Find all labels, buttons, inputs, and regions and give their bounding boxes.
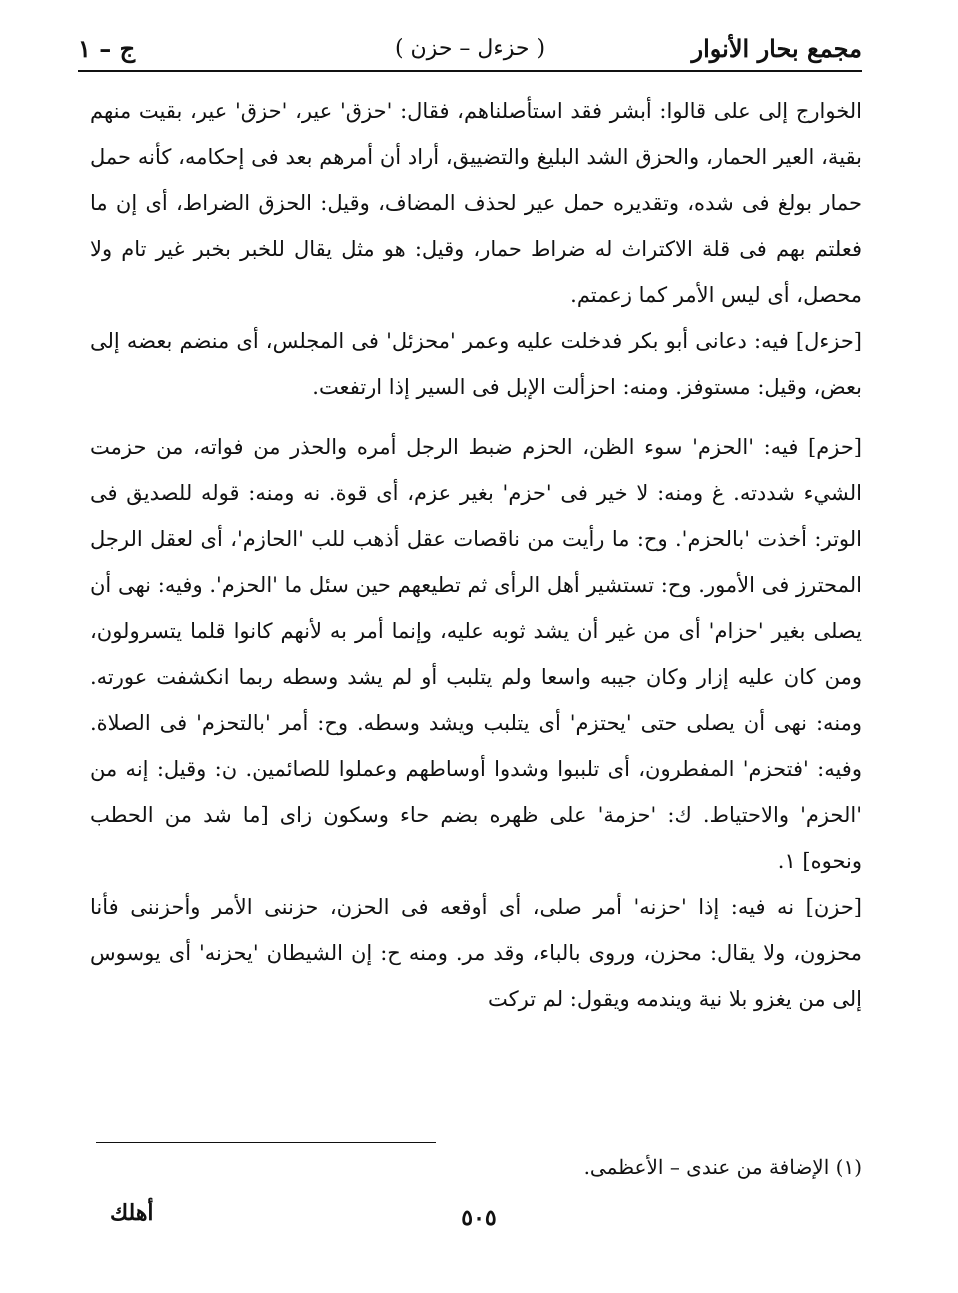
main-text [90, 88, 862, 1022]
catchword: أهلك [110, 1200, 154, 1226]
section-range: ( حزءل – حزن ) [394, 35, 546, 61]
paragraph-hazan: [حزن] نه فيه: إذا 'حزنه' أمر صلى، أى أوقعه فى الحزن، حزننى الأمر وأحزننى فأنا محزون، ولا يقال: محزن، وروى بالباء، وقد مر. ومنه ح: إن الشيطان 'يحزنه' أى يوسوس إلى من يغزو بلا نية ويندمه ويقول: لم تركت [90, 895, 862, 1011]
book-title: مجمع بحار الأنوار [691, 33, 862, 63]
page-number: ٥٠٥ [461, 1205, 497, 1231]
header-rule [78, 70, 862, 72]
footnote: (١) الإضافة من عندى – الأعظمى. [583, 1155, 862, 1179]
paragraph-khawarij: الخوارج إلى على قالوا: أبشر فقد استأصلناهم، فقال: 'حزق' عير، 'حزق' عير، بقيت منهم بقية، العير الحمار، والحزق الشد البليغ والتضييق، أراد أن أمرهم بعد فى إحكامه، كأنه حمل حمار بولغ فى شده، وتقديره حمل عير لحذف المضاف، وقيل: الحزق الضراط، أى إن ما فعلتم بهم فى قلة الاكتراث له ضراط حمار، وقيل: هو مثل يقال للخبر بخبر غير تام ولا محصل، أى ليس الأمر كما زعمتم. [90, 99, 862, 307]
volume-label: ج – ١ [78, 33, 136, 63]
footnote-rule [96, 1142, 436, 1143]
paragraph-hazal: [حزءل] فيه: دعانى أبو بكر فدخلت عليه وعمر 'محزئل' فى المجلس، أى منضم بعضه إلى بعض، وقيل: مستوفز. ومنه: احزألت الإبل فى السير إذا ارتفعت. [90, 329, 862, 399]
running-header [78, 28, 862, 68]
paragraph-hazm: [حزم] فيه: 'الحزم' سوء الظن، الحزم ضبط الرجل أمره والحذر من فواته، من حزمت الشيء شددته. غ ومنه: لا خير فى 'حزم' بغير عزم، أى قوة. نه ومنه: قوله للصديق فى الوتر: أخذت 'بالحزم'. وح: ما رأيت من ناقصات عقل أذهب للب 'الحازم'، أى لعقل الرجل المحترز فى الأمور. وح: تستشير أهل الرأى ثم تطيعهم حين سئل ما 'الحزم'. وفيه: نهى أن يصلى بغير 'حزام' أى من غير أن يشد ثوبه عليه، وإنما أمر به لأنهم كانوا قلما يتسرولون، ومن كان عليه إزار وكان جيبه واسعا ولم يتلبب أو لم يشد وسطه ربما انكشفت عورته. ومنه: نهى أن يصلى حتى 'يحتزم' أى يتلبب ويشد وسطه. وح: أمر 'بالتحزم' فى الصلاة. وفيه: 'فتحزم' المفطرون، أى تلببوا وشدوا أوساطهم وعملوا للصائمين. ن: وقيل: إنه من 'الحزم' والاحتياط. ك: 'حزمة' على ظهره بضم حاء وسكون زاى [ما شد من الحطب ونحوه] ١. [90, 435, 862, 873]
